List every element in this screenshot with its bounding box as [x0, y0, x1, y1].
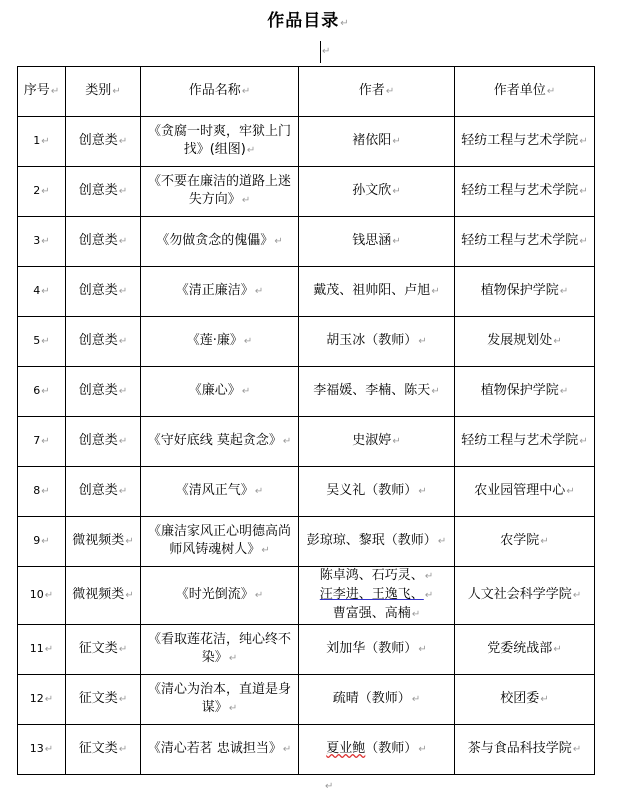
row-author: 陈卓鸿、石巧灵、↵ 汪李进、王逸飞、↵ 曹富强、高楠↵: [299, 567, 455, 625]
row-no: 13↵: [18, 725, 66, 775]
document-title-text: 作品目录: [267, 11, 340, 31]
row-author-unit: 轻纺工程与艺术学院↵: [455, 117, 595, 167]
row-author-unit: 植物保护学院↵: [455, 367, 595, 417]
table-row: [18, 317, 595, 367]
row-work-title: 《清正廉洁》↵: [141, 267, 299, 317]
row-author: 吴义礼（教师）↵: [299, 467, 455, 517]
row-author: 疏晴（教师）↵: [299, 675, 455, 725]
works-catalog-table: [17, 66, 595, 775]
table-header-row: [18, 67, 595, 117]
row-category: 创意类↵: [66, 117, 141, 167]
row-category: 创意类↵: [66, 217, 141, 267]
row-author: 彭琼琼、黎珉（教师）↵: [299, 517, 455, 567]
row-category: 征文类↵: [66, 725, 141, 775]
row-author: 史淑婷↵: [299, 417, 455, 467]
row-category: 微视频类↵: [66, 517, 141, 567]
row-author-unit: 植物保护学院↵: [455, 267, 595, 317]
row-author: 戴茂、祖帅阳、卢旭↵: [299, 267, 455, 317]
row-work-title: 《清心若茗 忠诚担当》↵: [141, 725, 299, 775]
row-no: 11↵: [18, 625, 66, 675]
row-category: 创意类↵: [66, 317, 141, 367]
row-category: 创意类↵: [66, 417, 141, 467]
header-category: 类别↵: [66, 67, 141, 117]
row-author-unit: 轻纺工程与艺术学院↵: [455, 167, 595, 217]
row-no: 3↵: [18, 217, 66, 267]
row-author-unit: 茶与食品科技学院↵: [455, 725, 595, 775]
row-author: 孙文欣↵: [299, 167, 455, 217]
table-row: [18, 467, 595, 517]
row-category: 征文类↵: [66, 675, 141, 725]
table-row: [18, 625, 595, 675]
header-author-unit: 作者单位↵: [455, 67, 595, 117]
row-no: 7↵: [18, 417, 66, 467]
row-author-unit: 轻纺工程与艺术学院↵: [455, 217, 595, 267]
row-author-unit: 农学院↵: [455, 517, 595, 567]
row-no: 12↵: [18, 675, 66, 725]
header-no: 序号↵: [18, 67, 66, 117]
table-row: [18, 725, 595, 775]
row-work-title: 《廉洁家风正心明德高尚师风铸魂树人》↵: [141, 517, 299, 567]
row-no: 2↵: [18, 167, 66, 217]
row-no: 9↵: [18, 517, 66, 567]
row-author-unit: 发展规划处↵: [455, 317, 595, 367]
table-row: [18, 267, 595, 317]
row-work-title: 《不要在廉洁的道路上迷失方向》↵: [141, 167, 299, 217]
row-author-unit: 党委统战部↵: [455, 625, 595, 675]
row-work-title: 《廉心》↵: [141, 367, 299, 417]
row-author-unit: 校团委↵: [455, 675, 595, 725]
paragraph-mark-icon: ↵: [325, 781, 334, 792]
row-work-title: 《勿做贪念的傀儡》↵: [141, 217, 299, 267]
row-no: 10↵: [18, 567, 66, 625]
row-author: 刘加华（教师）↵: [299, 625, 455, 675]
header-work-title: 作品名称↵: [141, 67, 299, 117]
row-author: 钱思涵↵: [299, 217, 455, 267]
paragraph-mark-icon: ↵: [340, 18, 350, 29]
header-author: 作者↵: [299, 67, 455, 117]
row-work-title: 《守好底线 莫起贪念》↵: [141, 417, 299, 467]
table-row: [18, 367, 595, 417]
table-row: [18, 567, 595, 625]
row-work-title: 《时光倒流》↵: [141, 567, 299, 625]
table-row: [18, 417, 595, 467]
row-category: 创意类↵: [66, 167, 141, 217]
text-cursor: [320, 41, 321, 63]
row-work-title: 《看取莲花洁，纯心终不染》↵: [141, 625, 299, 675]
table-row: [18, 117, 595, 167]
row-work-title: 《清心为治本，直道是身谋》↵: [141, 675, 299, 725]
table-row: [18, 217, 595, 267]
row-no: 5↵: [18, 317, 66, 367]
row-no: 1↵: [18, 117, 66, 167]
row-category: 创意类↵: [66, 367, 141, 417]
table-row: [18, 517, 595, 567]
row-category: 征文类↵: [66, 625, 141, 675]
row-author: 李福媛、李楠、陈天↵: [299, 367, 455, 417]
row-category: 创意类↵: [66, 267, 141, 317]
row-author: 褚依阳↵: [299, 117, 455, 167]
table-row: [18, 167, 595, 217]
row-author-unit: 人文社会科学学院↵: [455, 567, 595, 625]
row-author: 胡玉冰（教师）↵: [299, 317, 455, 367]
row-work-title: 《清风正气》↵: [141, 467, 299, 517]
row-no: 8↵: [18, 467, 66, 517]
row-no: 4↵: [18, 267, 66, 317]
row-author-unit: 轻纺工程与艺术学院↵: [455, 417, 595, 467]
row-category: 创意类↵: [66, 467, 141, 517]
table-row: [18, 675, 595, 725]
row-work-title: 《贪腐一时爽，牢狱上门找》(组图)↵: [141, 117, 299, 167]
row-author-unit: 农业园管理中心↵: [455, 467, 595, 517]
document-title: [0, 6, 617, 31]
row-work-title: 《莲·廉》↵: [141, 317, 299, 367]
row-author: 夏业鲍（教师）↵: [299, 725, 455, 775]
row-no: 6↵: [18, 367, 66, 417]
row-category: 微视频类↵: [66, 567, 141, 625]
paragraph-mark-icon: ↵: [322, 46, 331, 57]
